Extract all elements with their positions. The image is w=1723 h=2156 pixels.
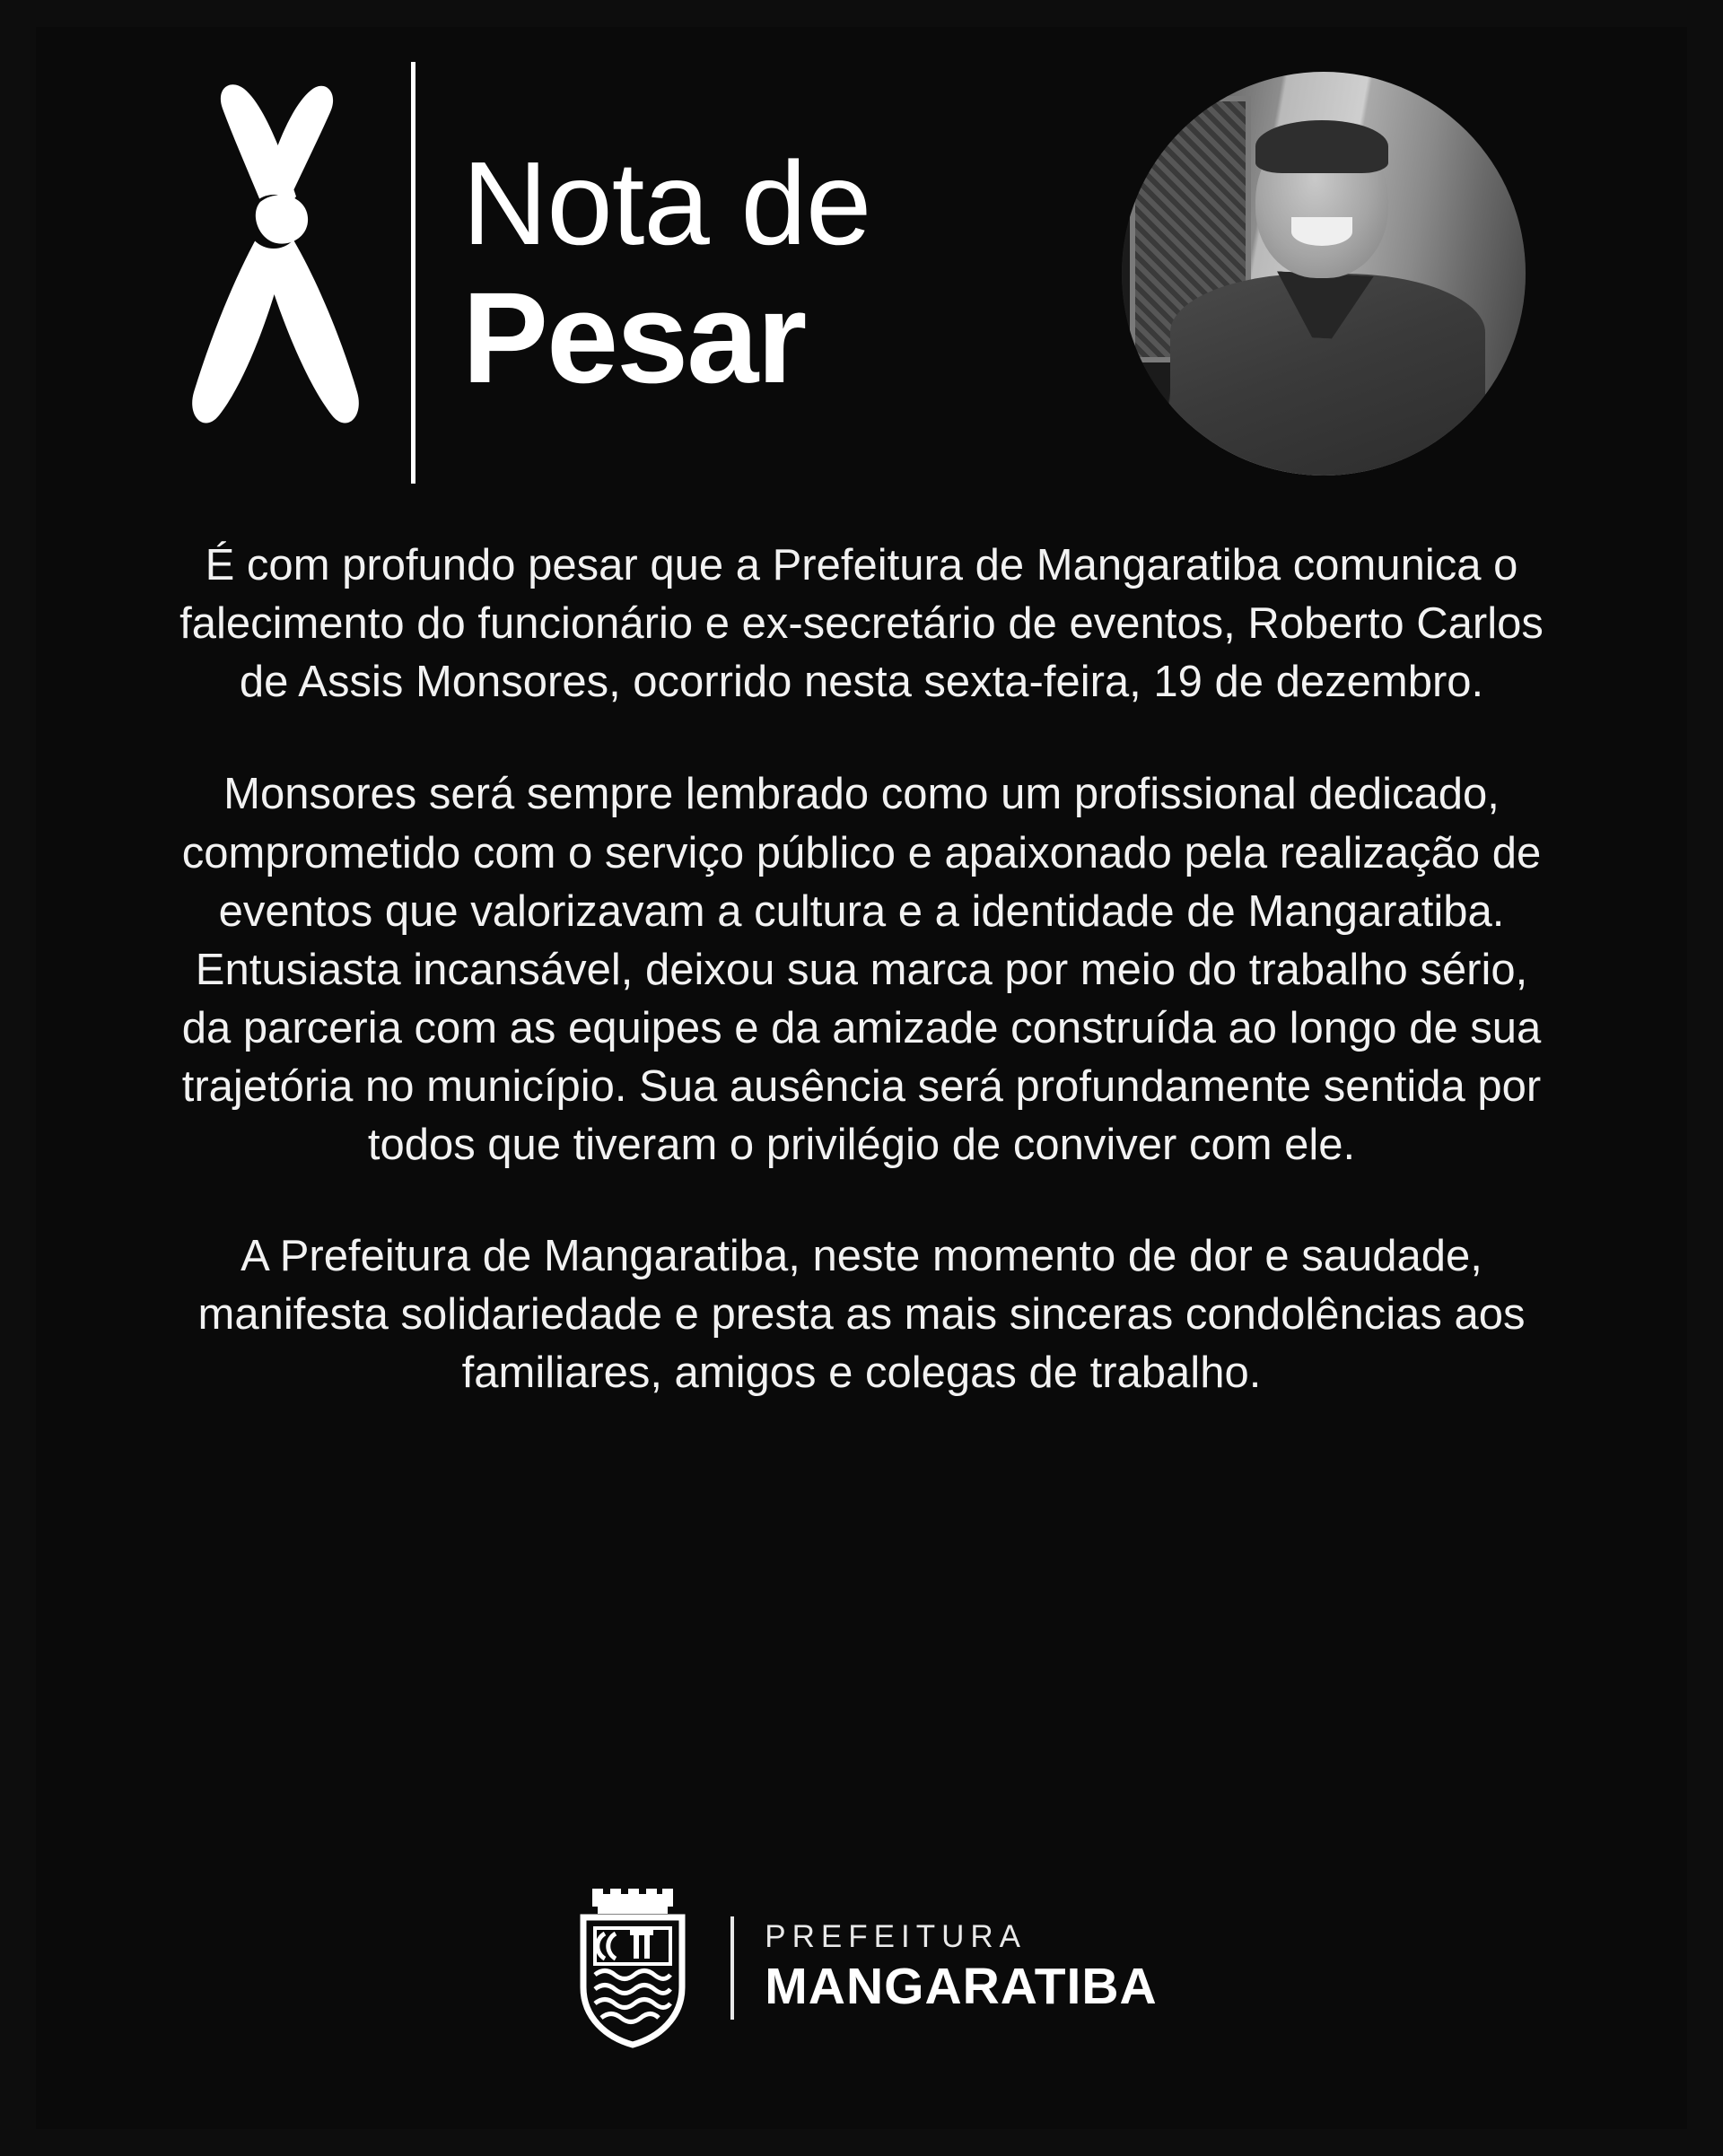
title-line-two: Pesar: [462, 266, 806, 411]
paragraph-one: É com profundo pesar que a Prefeitura de Mangaratiba comunica o falecimento do funcionário e ex-secretário de eventos, Roberto Carlos de Assis Monsores, ocorrido nesta sexta-feira, 19 de dezembro.: [179, 541, 1544, 707]
municipal-coat-of-arms-icon: [565, 1887, 700, 2048]
brand-prefix: PREFEITURA: [765, 1919, 1027, 1955]
paragraph-three: A Prefeitura de Mangaratiba, neste momento de dor e saudade, manifesta solidariedade e presta as mais sinceras condolências aos familiares, amigos e colegas de trabalho.: [197, 1231, 1526, 1397]
poster-body: [36, 511, 1687, 1402]
header-divider: [411, 62, 415, 484]
brand-lockup: [765, 1920, 1157, 2014]
portrait-smile: [1291, 217, 1352, 246]
poster-footer: [36, 1887, 1687, 2048]
poster-title: [462, 137, 871, 411]
mourning-ribbon-icon: [171, 76, 377, 471]
poster-inner: [36, 27, 1687, 2129]
portrait-photo: [1122, 72, 1526, 476]
poster-header: [36, 27, 1687, 511]
portrait-hair: [1255, 120, 1389, 173]
title-line-one: Nota de: [462, 137, 871, 270]
footer-divider: [730, 1916, 734, 2020]
brand-name: MANGARATIBA: [765, 1957, 1158, 2015]
paragraph-two: Monsores será sempre lembrado como um profissional dedicado, comprometido com o serviço público e apaixonado pela realização de eventos que valorizavam a cultura e a identidade de Mangaratiba. Entusiasta incansável, deixou sua marca por meio do trabalho sério, da parceria com as equipes e da amizade construída ao longo de sua trajetória no município. Sua ausência será profundamente sentida por todos que tiveram o privilégio de conviver com ele.: [181, 770, 1542, 1170]
